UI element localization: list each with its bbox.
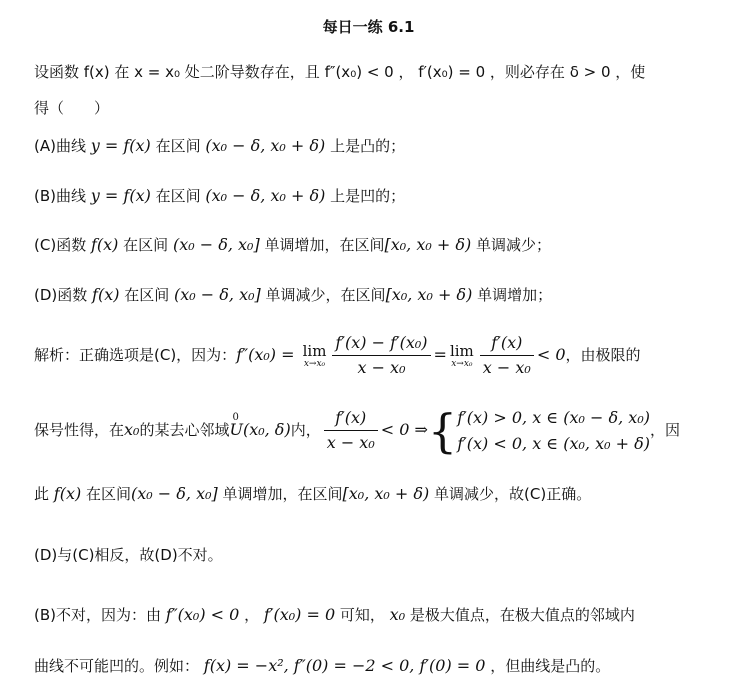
neighborhood-text: U(x₀, δ) — [229, 420, 291, 439]
piecewise-cases — [457, 405, 650, 457]
option-math: f(x) — [92, 285, 120, 304]
option-interval: (x₀ − δ, x₀] — [172, 235, 260, 254]
fraction-numerator: f′(x) − f′(x₀) — [332, 332, 430, 356]
option-interval: [x₀, x₀ + δ) — [384, 235, 472, 254]
analysis-text: (B)不对，因为：由 — [34, 606, 166, 624]
analysis-math: f(x) = −x², f″(0) = −2 < 0, f′(0) = 0 — [203, 656, 486, 675]
option-text: 曲线 — [56, 187, 91, 205]
option-a — [34, 136, 405, 156]
fraction-denominator: x − x₀ — [357, 358, 406, 377]
option-text: 单调增加，在区间 — [259, 236, 385, 254]
option-label: (A) — [34, 137, 56, 155]
option-text: 函数 — [57, 286, 93, 304]
option-interval: [x₀, x₀ + δ) — [385, 285, 473, 304]
analysis-text: ，由极限的 — [565, 346, 641, 364]
analysis-text: 单调减少，故(C)正确。 — [429, 485, 592, 503]
option-math: f(x) — [90, 235, 119, 254]
analysis-text: 是极大值点，在极大值点的邻域内 — [405, 606, 635, 624]
option-text: 单调增加； — [472, 286, 553, 304]
option-text: 上是凹的； — [325, 187, 406, 205]
analysis-math: = — [433, 345, 447, 364]
page-title: 每日一练 6.1 — [322, 18, 415, 36]
analysis-math: f″(x₀) = — [236, 345, 300, 364]
option-interval: (x₀ − δ, x₀] — [174, 285, 261, 304]
option-interval: (x₀ − δ, x₀ + δ) — [205, 186, 326, 205]
analysis-text: 保号性得，在 — [34, 421, 125, 439]
limit-expression — [303, 343, 327, 369]
analysis-math: x₀ — [124, 420, 140, 439]
analysis-b-line-2 — [34, 656, 610, 676]
fraction-denominator: x − x₀ — [326, 433, 375, 452]
option-c — [34, 235, 551, 255]
lim-word: lim — [302, 341, 327, 360]
fraction-numerator: f′(x) — [324, 407, 378, 431]
lim-subscript: x→x₀ — [451, 358, 473, 369]
analysis-text: ， — [239, 606, 264, 624]
analysis-line-3 — [34, 484, 591, 504]
question-line-2: 得（ ） — [34, 99, 110, 117]
analysis-math: f′(x₀) = 0 — [263, 605, 336, 624]
analysis-text: 内， — [290, 421, 321, 439]
analysis-text: ，但曲线是凸的。 — [485, 657, 611, 675]
option-label: (C) — [34, 236, 57, 254]
fraction — [324, 407, 378, 454]
analysis-line-2 — [34, 402, 680, 458]
analysis-text: 此 — [34, 485, 54, 503]
option-b — [34, 186, 405, 206]
fraction-denominator: x − x₀ — [482, 358, 531, 377]
analysis-math: (x₀ − δ, x₀] — [131, 484, 218, 503]
analysis-text: ，因 — [649, 421, 680, 439]
option-text: 曲线 — [55, 137, 91, 155]
lim-word: lim — [449, 341, 474, 360]
analysis-math: < 0 ⇒ — [380, 420, 428, 439]
analysis-math: f(x) — [53, 484, 82, 503]
option-text: 上是凸的； — [325, 137, 406, 155]
option-d — [34, 285, 552, 305]
case-2: f′(x) < 0, x ∈ (x₀, x₀ + δ) — [457, 433, 650, 453]
option-text: 单调减少，在区间 — [260, 286, 386, 304]
deleted-neighborhood — [229, 402, 290, 458]
limit-expression — [450, 343, 474, 369]
analysis-line-1 — [34, 330, 641, 380]
analysis-text: 解析：正确选项是(C)，因为： — [34, 346, 237, 364]
analysis-text: 曲线不可能凹的。例如： — [34, 657, 204, 675]
option-text: 在区间 — [119, 286, 175, 304]
option-math: y = f(x) — [90, 136, 151, 155]
analysis-text: 可知， — [335, 606, 390, 624]
analysis-text: 在区间 — [81, 485, 131, 503]
case-1: f′(x) > 0, x ∈ (x₀ − δ, x₀) — [457, 407, 650, 427]
analysis-math: f″(x₀) < 0 — [165, 605, 240, 624]
option-label: (D) — [34, 286, 58, 304]
lim-subscript: x→x₀ — [303, 358, 326, 369]
option-interval: (x₀ − δ, x₀ + δ) — [205, 136, 326, 155]
analysis-math: < 0 — [536, 345, 566, 364]
fraction — [480, 332, 534, 379]
option-text: 在区间 — [150, 137, 206, 155]
option-label: (B) — [34, 187, 56, 205]
option-text: 函数 — [56, 236, 91, 254]
analysis-text: 的某去心邻域 — [139, 421, 230, 439]
option-text: 在区间 — [150, 187, 206, 205]
left-brace: { — [427, 403, 458, 458]
option-math: y = f(x) — [90, 186, 151, 205]
neighborhood-superscript: 0 — [232, 412, 239, 423]
analysis-math: x₀ — [389, 605, 406, 624]
fraction — [332, 332, 430, 379]
fraction-numerator: f′(x) — [480, 332, 534, 356]
option-text: 在区间 — [118, 236, 173, 254]
analysis-math: [x₀, x₀ + δ) — [342, 484, 430, 503]
option-text: 单调减少； — [471, 236, 552, 254]
analysis-d-line: (D)与(C)相反，故(D)不对。 — [34, 546, 223, 564]
question-line-1: 设函数 f(x) 在 x = x₀ 处二阶导数存在，且 f″(x₀) < 0 ， f′(x₀) = 0 ，则必存在 δ > 0 ，使 — [34, 63, 646, 81]
analysis-text: 单调增加，在区间 — [217, 485, 343, 503]
analysis-b-line-1 — [34, 605, 635, 625]
